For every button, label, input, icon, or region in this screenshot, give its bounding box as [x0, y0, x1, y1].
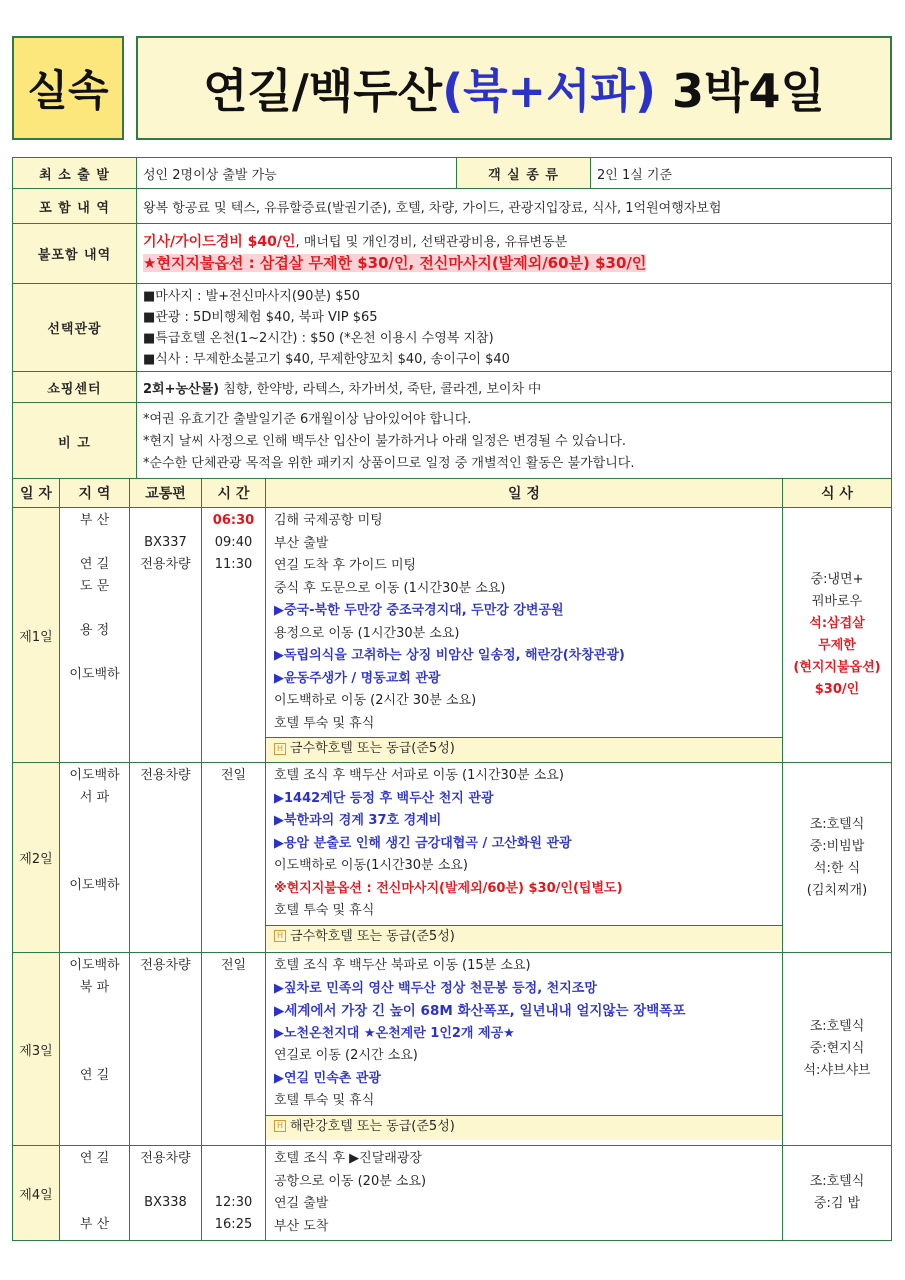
exclude-red: 기사/가이드경비 $40/인 [143, 234, 296, 250]
meal: 무제한 [818, 638, 856, 653]
day-times [202, 1146, 266, 1241]
day-row [13, 1146, 892, 1241]
shopping-count: 2회+농산물) [143, 381, 220, 397]
region: 북 파 [79, 980, 110, 995]
time: 09:40 [214, 535, 253, 550]
itinerary-line: ※현지지불옵션 : 전신마사지(발제외/60분) $30/인(팁별도) [274, 880, 623, 896]
time: 12:30 [214, 1195, 253, 1210]
region: 이도백하 [69, 958, 120, 973]
day-times [202, 763, 266, 953]
hotel-line [266, 737, 782, 762]
region [64, 809, 125, 831]
day-regions [60, 763, 130, 953]
time: 11:30 [214, 557, 253, 572]
itinerary-line: ▶독립의식을 고취하는 상징 비암산 일송정, 해란강(차창관광) [274, 648, 625, 663]
time [206, 1148, 261, 1170]
day-regions [60, 508, 130, 763]
day-label: 제4일 [13, 1146, 60, 1241]
day-label: 제1일 [13, 508, 60, 763]
itinerary-line: 연길로 이동 (2시간 소요) [274, 1048, 418, 1063]
transport [134, 510, 197, 532]
day-transport [130, 1146, 202, 1241]
region [64, 1192, 125, 1214]
region [64, 999, 125, 1021]
hotel-name: 금수학호텔 또는 동급(준5성) [290, 741, 455, 756]
shopping-label: 쇼핑센터 [13, 372, 137, 403]
itinerary-line: 호텔 투숙 및 휴식 [274, 715, 375, 731]
optional-item: ■특급호텔 온천(1~2시간) : $50 (*온천 이용시 수영복 지참) [143, 330, 494, 346]
hotel-icon: H [274, 930, 286, 942]
meal: 중:김 밥 [813, 1196, 861, 1211]
itinerary-line: ▶윤동주생가 / 명동교회 관광 [274, 670, 441, 686]
day-meals [783, 953, 892, 1146]
hotel-icon: H [274, 1120, 286, 1132]
meal: 꿔바로우 [811, 594, 863, 609]
optional-item: ■관광 : 5D비행체험 $40, 북파 VIP $65 [143, 309, 378, 325]
itinerary-line: ▶연길 민속촌 관광 [274, 1070, 381, 1086]
region: 이도백하 [69, 878, 120, 893]
region: 부 산 [79, 1217, 110, 1232]
itinerary-line: 호텔 조식 후 백두산 서파로 이동 (1시간30분 소요) [274, 768, 564, 783]
time [206, 1170, 261, 1192]
region [64, 642, 125, 664]
hotel-line [266, 1115, 782, 1140]
hotel-name: 해란강호텔 또는 동급(준5성) [290, 1118, 455, 1134]
title-tag: 실속 [12, 36, 124, 140]
optional-item: ■마사지 : 발+전신마사지(90분) $50 [143, 288, 361, 304]
itinerary-line: ▶짚차로 민족의 영산 백두산 정상 천문봉 등정, 천지조망 [274, 980, 597, 996]
itinerary-line: 공항으로 이동 (20분 소요) [274, 1173, 427, 1189]
region [64, 532, 125, 554]
day-itinerary [266, 508, 783, 763]
optional-label: 선택관광 [13, 284, 137, 372]
day-times [202, 953, 266, 1146]
time: 전일 [220, 768, 247, 783]
meal: 중:냉면+ [810, 572, 864, 587]
min-depart-value: 성인 2명이상 출발 가능 [137, 158, 457, 189]
day-row [13, 508, 892, 763]
region: 용 정 [79, 623, 110, 638]
time: 전일 [220, 958, 247, 973]
include-value: 왕복 항공료 및 텍스, 유류할증료(발권기준), 호텔, 차량, 가이드, 관광지입장료, 식사, 1억원여행자보험 [137, 189, 892, 224]
transport [134, 1170, 197, 1192]
itinerary-line: 연길 출발 [274, 1196, 329, 1211]
notes-list [137, 403, 892, 481]
day-itinerary [266, 953, 783, 1146]
transport: BX337 [144, 535, 187, 550]
time: 16:25 [214, 1217, 253, 1232]
exclude-option: ★현지지불옵션 : 삼겹살 무제한 $30/인, 전신마사지(발제외/60분) $30/인 [143, 254, 647, 272]
hotel-line [266, 925, 782, 950]
region [64, 1021, 125, 1043]
day-transport [130, 953, 202, 1146]
time: 06:30 [212, 513, 255, 528]
day-regions [60, 953, 130, 1146]
itinerary-line: ▶노천온천지대 ★온천계란 1인2개 제공★ [274, 1025, 515, 1041]
meal: 조:호텔식 [809, 1174, 865, 1189]
meal: 조:호텔식 [809, 816, 865, 832]
info-table [12, 157, 892, 481]
page-title [136, 36, 892, 140]
itinerary-line: ▶북한과의 경계 37호 경계비 [274, 813, 442, 828]
day-row [13, 763, 892, 953]
shopping-value [137, 372, 892, 403]
day-itinerary [266, 1146, 783, 1241]
itinerary-line: 호텔 조식 후 ▶진달래광장 [274, 1151, 422, 1166]
meal: 조:호텔식 [809, 1019, 865, 1034]
itinerary-line: 연길 도착 후 가이드 미팅 [274, 558, 417, 573]
region [64, 831, 125, 853]
region [64, 598, 125, 620]
itinerary-line: 부산 도착 [274, 1218, 329, 1234]
itinerary-line: ▶용암 분출로 인해 생긴 금강대협곡 / 고산화원 관광 [274, 835, 572, 851]
day-meals [783, 508, 892, 763]
head-meal: 식 사 [783, 479, 892, 508]
optional-list [137, 284, 892, 372]
region: 이도백하 [69, 667, 120, 682]
title-paren: (북+서파) [442, 64, 656, 118]
head-transport: 교통편 [130, 479, 202, 508]
meal: 중:현지식 [809, 1041, 865, 1056]
exclude-label: 불포함 내역 [13, 224, 137, 284]
exclude-rest: , 매너팁 및 개인경비, 선택관광비용, 유류변동분 [295, 235, 568, 250]
itinerary-line: 이도백하로 이동 (2시간 30분 소요) [274, 693, 477, 708]
note-item: *여권 유효기간 출발일기준 6개월이상 남아있어야 합니다. [143, 411, 472, 427]
itinerary-line: 호텔 투숙 및 휴식 [274, 1093, 375, 1108]
head-itinerary: 일 정 [266, 479, 783, 508]
hotel-name: 금수학호텔 또는 동급(준5성) [290, 928, 455, 944]
transport: 전용차량 [140, 958, 191, 973]
meal: 석:샤브샤브 [803, 1063, 871, 1078]
note-item: *현지 날씨 사정으로 인해 백두산 입산이 불가하거나 아래 일정은 변경될 수 있습니다. [143, 433, 627, 449]
meal: (현지지불옵션) [793, 660, 881, 675]
transport: 전용차량 [140, 1151, 191, 1166]
itinerary-line: 중식 후 도문으로 이동 (1시간30분 소요) [274, 580, 506, 596]
region: 도 문 [79, 579, 110, 594]
note-item: *순수한 단체관광 목적을 위한 패키지 상품이므로 일정 중 개별적인 활동은 불가합니다. [143, 455, 635, 471]
transport: BX338 [144, 1195, 187, 1210]
day-row [13, 953, 892, 1146]
itinerary-line: ▶1442계단 등정 후 백두산 천지 관광 [274, 790, 494, 806]
itinerary-line: 김해 국제공항 미팅 [274, 513, 383, 528]
transport: 전용차량 [140, 557, 191, 572]
head-day: 일 자 [13, 479, 60, 508]
day-label: 제2일 [13, 763, 60, 953]
head-region: 지 역 [60, 479, 130, 508]
day-transport [130, 763, 202, 953]
transport: 전용차량 [140, 768, 191, 783]
day-transport [130, 508, 202, 763]
notes-label: 비 고 [13, 403, 137, 481]
day-meals [783, 763, 892, 953]
include-label: 포 함 내 역 [13, 189, 137, 224]
title-duration: 3박4일 [672, 64, 825, 118]
region [64, 1170, 125, 1192]
min-depart-label: 최 소 출 발 [13, 158, 137, 189]
day-label: 제3일 [13, 953, 60, 1146]
region: 서 파 [79, 790, 110, 805]
head-time: 시 간 [202, 479, 266, 508]
day-times [202, 508, 266, 763]
region [64, 853, 125, 875]
room-value: 2인 1실 기준 [591, 158, 892, 189]
meal: $30/인 [814, 682, 860, 697]
itinerary-line: 용정으로 이동 (1시간30분 소요) [274, 625, 460, 641]
itinerary-line: ▶세계에서 가장 긴 높이 68M 화산폭포, 일년내내 얼지않는 장백폭포 [274, 1003, 686, 1019]
itinerary-line: 호텔 투숙 및 휴식 [274, 903, 375, 918]
day-meals [783, 1146, 892, 1241]
region: 연 길 [79, 1151, 110, 1166]
meal: (김치찌개) [806, 882, 868, 898]
itinerary-line: ▶중국-북한 두만강 중조국경지대, 두만강 강변공원 [274, 603, 564, 618]
schedule-table [12, 478, 892, 1241]
room-label: 객 실 종 류 [457, 158, 591, 189]
transport [134, 1214, 197, 1236]
itinerary-line: 호텔 조식 후 백두산 북파로 이동 (15분 소요) [274, 958, 531, 973]
region: 부 산 [79, 513, 110, 528]
optional-item: ■식사 : 무제한소불고기 $40, 무제한양꼬치 $40, 송이구이 $40 [143, 351, 510, 367]
itinerary-line: 이도백하로 이동(1시간30분 소요) [274, 858, 468, 873]
hotel-icon: H [274, 743, 286, 755]
meal: 석:삼겹살 [809, 616, 865, 631]
exclude-value [137, 224, 892, 284]
day-regions [60, 1146, 130, 1241]
region: 연 길 [79, 1068, 110, 1083]
itinerary-line: 부산 출발 [274, 535, 329, 551]
title-main: 연길/백두산 [203, 64, 443, 118]
meal: 석:한 식 [813, 860, 861, 876]
region [64, 1043, 125, 1065]
day-itinerary [266, 763, 783, 953]
shopping-items: 침향, 한약방, 라텍스, 차가버섯, 죽탄, 콜라겐, 보이차 中 [219, 381, 542, 397]
region: 이도백하 [69, 768, 120, 783]
meal: 중:비빔밥 [809, 838, 865, 854]
region: 연 길 [79, 557, 110, 572]
